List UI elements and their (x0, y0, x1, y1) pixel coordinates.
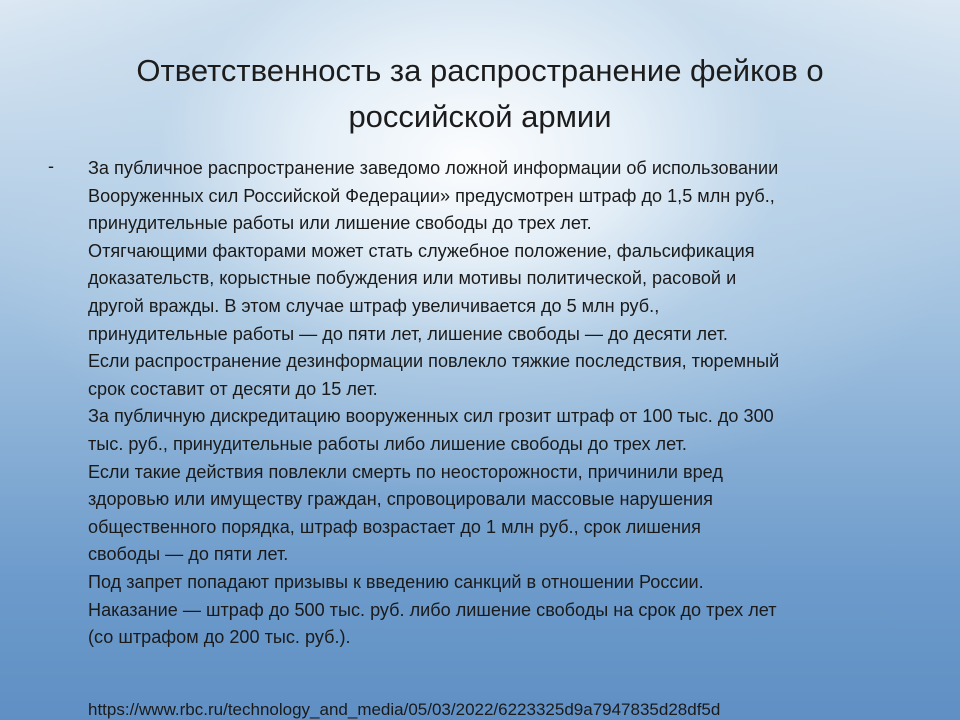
body-line: свободы — до пяти лет. (88, 544, 289, 565)
slide-title-line-1: Ответственность за распространение фейков о (136, 53, 824, 88)
body-line: принудительные работы — до пяти лет, лишение свободы — до десяти лет. (88, 323, 728, 344)
body-line: здоровью или имуществу граждан, спровоцировали массовые нарушения (88, 489, 713, 510)
body-line: принудительные работы или лишение свободы до трех лет. (88, 213, 592, 234)
body-line: срок составит от десяти до 15 лет. (88, 378, 378, 399)
body-line: Наказание — штраф до 500 тыс. руб. либо лишение свободы на срок до трех лет (88, 599, 777, 620)
slide-body-text (88, 155, 928, 652)
body-line: общественного порядка, штраф возрастает до 1 млн руб., срок лишения (88, 516, 701, 537)
body-line: доказательств, корыстные побуждения или мотивы политической, расовой и (88, 268, 737, 289)
body-line: Если такие действия повлекли смерть по неосторожности, причинили вред (88, 461, 723, 482)
body-line: другой вражды. В этом случае штраф увеличивается до 5 млн руб., (88, 295, 660, 316)
source-link[interactable]: https://www.rbc.ru/technology_and_media/05/03/2022/6223325d9a7947835d28df5d (88, 700, 721, 719)
body-line: тыс. руб., принудительные работы либо лишение свободы до трех лет. (88, 433, 687, 454)
body-line: Под запрет попадают призывы к введению санкций в отношении России. (88, 571, 704, 592)
body-line: Вооруженных сил Российской Федерации» предусмотрен штраф до 1,5 млн руб., (88, 185, 775, 206)
body-line: За публичное распространение заведомо ложной информации об использовании (88, 158, 779, 178)
list-bullet: - (48, 156, 54, 176)
body-line: Если распространение дезинформации повлекло тяжкие последствия, тюремный (88, 351, 780, 372)
slide-title (60, 48, 900, 140)
body-line: (со штрафом до 200 тыс. руб.). (88, 627, 351, 648)
body-line: За публичную дискредитацию вооруженных сил грозит штраф от 100 тыс. до 300 (88, 406, 774, 427)
body-line: Отягчающими факторами может стать служебное положение, фальсификация (88, 240, 755, 261)
slide-title-line-2: российской армии (348, 99, 612, 134)
